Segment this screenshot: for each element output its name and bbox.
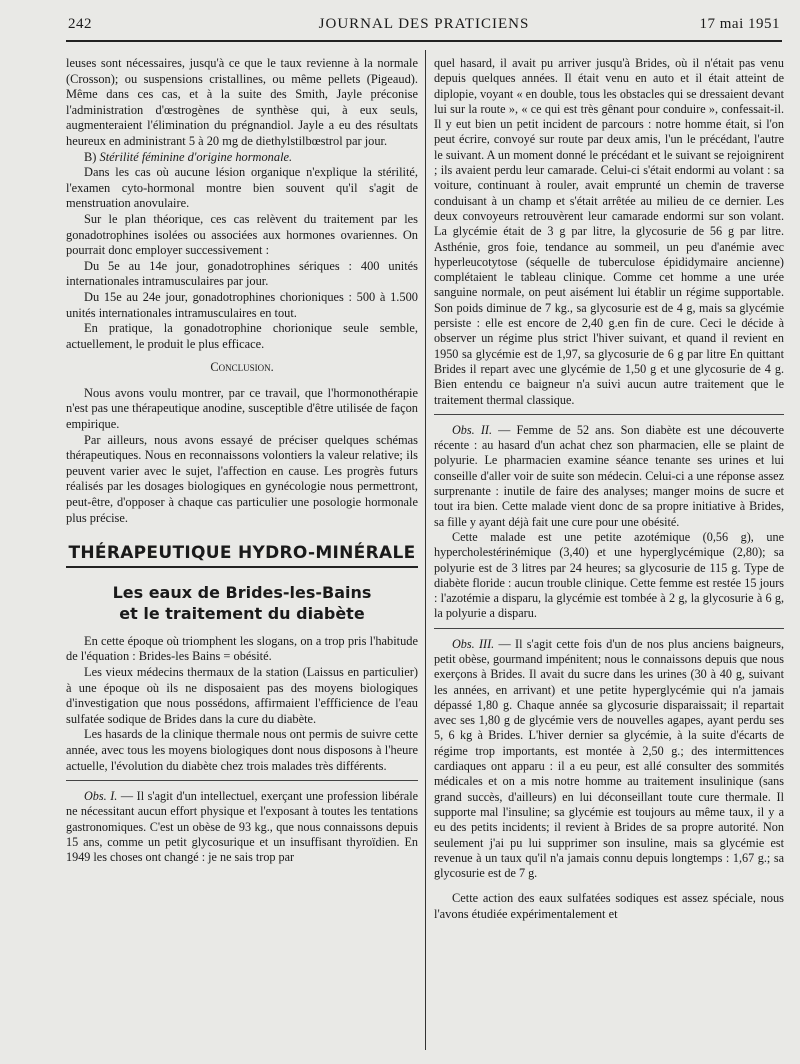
- subsection-title: Stérilité féminine d'origine hormonale.: [99, 149, 293, 164]
- subsection-heading: [66, 150, 418, 166]
- paragraph: Sur le plan théorique, ces cas relèvent du traitement par les gonadotrophines isolées ou associées aux hormones ovariennes. On pourrait donc employer successivement :: [66, 211, 418, 258]
- issue-date: 17 mai 1951: [699, 16, 780, 32]
- observation-text: — Il s'agit d'un intellectuel, exerçant une profession libérale ne nécessitant aucun effort physique et l'exposant à toutes les tentations gastronomiques. C'est un obèse de 93 kg., que nous connaissons depuis 15 ans, comme un petit glycosurique et un insuffisant thyroïdien. En 1949 les choses ont changé : je ne sais trop par: [66, 789, 418, 865]
- paragraph: Du 15e au 24e jour, gonadotrophines chorioniques : 500 à 1.500 unités internationales intramusculaires en tout.: [66, 289, 418, 320]
- paragraph: Cette action des eaux sulfatées sodiques est assez spéciale, nous l'avons étudiée expérimentalement et: [434, 891, 784, 922]
- header-rule: [66, 40, 782, 42]
- subsection-label: B): [84, 149, 97, 164]
- separator: [434, 414, 784, 415]
- paragraph: Par ailleurs, nous avons essayé de préciser quelques schémas thérapeutiques. Nous en reconnaissons volontiers la valeur relative; ils peuvent varier avec le sujet, l'affection en cause. Les progrès futurs réalisés par les dosages biologiques en gynécologie nous permettront, peut-être, d'opposer à chaque cas particulier une posologie hormonale plus précise.: [66, 432, 418, 525]
- paragraph: Les vieux médecins thermaux de la station (Laissus en particulier) à une époque où ils ne disposaient pas des moyens biologiques d'investigation que nous possédons, affirmaient l'effficience de l'eau sulfatée sodique de Brides dans la cure du diabète.: [66, 665, 418, 726]
- paragraph: quel hasard, il avait pu arriver jusqu'à Brides, où il n'était pas venu depuis quelques années. Il était venu en auto et il était atteint de diplopie, voyant « en double, tous les obstacles qui se dressaient devant lui sur la route », « ce qui est très gênant pour conduire », confessait-il. Il y eut bien un petit incident de parcours : notre homme était, si l'on peut écrire, convoyé sur route par deux amis, l'un le précédant, l'autre le suivant. A un moment donné le précédant et le suivant se rejoignirent ; ils avaient perdu leur camarade. Celui-ci s'était endormi au volant : sa voiture, continuant à rouler, avait emprunté un chemin de traverse conduisant à un champ et s'était arrêtée au milieu de ce dernier. Les deux convoyeurs retrouvèrent leur camarade endormi sur son volant. La glycémie était de 3 g par litre, la glycosurie de 56 g par litre. Asthénie, gros foie, tendance au sommeil, un peu d'anémie avec hyperleucotytose (séquelle de tuberculose épididymaire ancienne) complétaient le tableau clinique. Comme cet homme a une urée sanguine normale, on peut aisément lui établir un régime supportable. Son poids diminue de 7 kg., sa glycosurie est de 4 g, mais sa glycémie persiste : elle est encore de 2,40 g.en fin de cure. Ceci le décide à observer un régime plus strict l'hiver suivant, et quand il revient en 1950 sa glycémie est de 1,97, sa glycosurie de 6 g par litre En quittant Brides il repart avec une glycémie de 1,50 g et une glycosurie de 4 g. Bien entendu ce baigneur n'a suivi aucun autre traitement que le traitement thermal classique.: [434, 56, 784, 407]
- right-column: [434, 56, 784, 1044]
- article-title: [66, 582, 418, 624]
- observation-label: Obs. I.: [84, 789, 118, 804]
- paragraph: Dans les cas où aucune lésion organique n'explique la stérilité, l'examen cyto-hormonal montre bien souvent qu'il s'agit de menstruation anovulaire.: [66, 165, 418, 211]
- section-rule: [66, 566, 418, 568]
- observation-label: Obs. III.: [452, 636, 495, 651]
- conclusion-heading: Conclusion.: [210, 360, 274, 375]
- paragraph: En cette époque où triomphent les slogans, on a trop pris l'habitude de l'équation : Brides-les Bains = obésité.: [66, 633, 418, 664]
- journal-title: JOURNAL DES PRATICIENS: [318, 16, 530, 32]
- observation-text: — Il s'agit cette fois d'un de nos plus anciens baigneurs, petit obèse, gourmand impénitent; nous le connaissons depuis que nous exerçons à Brides. Il avait du sucre dans les urines (30 à 40 g, suivant les années, en arrivant) et une petite hyperglycémie qui n'a jamais dépassé 1,80 g. Chaque année sa glycosurie disparaissait; il repartait avec ses 1,80 g de glycémie vers de nouvelles agapes, ayant perdu ses 5, 6 kg à Brides. L'hiver dernier sa glycémie, à la suite d'écarts de régime trop importants, est montée à 2,50 g.; des intermittences cardiaques ont apparu : il a eu peur, est allé consulter des sommités médicales et on a mis notre homme au traitement insulinique (sans grand succès, d'ailleurs) en lui déconseillant toute cure thermale. Il supporte mal l'insuline; sa glycémie est toujours au même taux, il y a eu des petits incidents; il revient à Brides de sa propre autorité. Non seulement j'ai pu lui supprimer son insuline, mais sa glycémie est revenue à un taux qu'il n'a jamais connu depuis longtemps : 1,67 g.; sa glycosurie est de 7 g.: [434, 636, 784, 881]
- observation-label: Obs. II.: [452, 422, 492, 437]
- column-divider: [425, 50, 426, 1050]
- separator: [434, 628, 784, 629]
- paragraph: Nous avons voulu montrer, par ce travail, que l'hormonothérapie n'est pas une thérapeutique anodine, susceptible d'être utilisée de façon empirique.: [66, 385, 418, 432]
- observation: [66, 789, 418, 865]
- left-column: [66, 56, 418, 1044]
- paragraph: Cette malade est une petite azotémique (0,56 g), une hypercholestérinémique (3,40) et une hyperglycémique (2,80); sa polyurie est de 3 litres par 24 heures; sa glycosurie de 115 g. Type de diabète floride : aucun trouble clinique. Cette femme est restée 15 jours : l'azotémie a disparu, la glycémie est tombée à 2 g, la glycosurie à 6 g, la polyurie a disparu.: [434, 529, 784, 621]
- paragraph: Les hasards de la clinique thermale nous ont permis de suivre cette année, avec tous les moyens biologiques dont nous disposons à l'heure actuelle, l'évolution du diabète chez trois malades très différents.: [66, 727, 418, 773]
- observation: [434, 637, 784, 882]
- paragraph: En pratique, la gonadotrophine chorionique seule semble, actuellement, le produit le plus efficace.: [66, 321, 418, 351]
- paragraph: leuses sont nécessaires, jusqu'à ce que le taux revienne à la normale (Crosson); ou suspensions cristallines, ou même pellets (Pigeaud). Même dans ces cas, et à la suite des Smith, Jayle préconise l'administration d'œstrogènes de synthèse qui, à eux seuls, augmenteraient l'élimination du prégnandiol. Jayle a eu des résultats heureux en administrant 5 à 20 mg de diethylstilbœstrol par jour.: [66, 56, 418, 148]
- article-title-line: et le traitement du diabète: [119, 603, 365, 623]
- page-number: 242: [68, 16, 92, 32]
- section-title: THÉRAPEUTIQUE HYDRO-MINÉRALE: [68, 543, 416, 564]
- paragraph: Du 5e au 14e jour, gonadotrophines sériques : 400 unités internationales intramusculaires par jour.: [66, 258, 418, 289]
- observation-text: — Femme de 52 ans. Son diabète est une découverte récente : au hasard d'un achat chez son pharmacien, elle se plaint de polyurie. Le pharmacien examine séance tenante ses urines et lui conseille d'aller voir de suite son médecin. Celui-ci a une réponse assez surprenante : inutile de faire des analyses; manger moins de sucre et tout ira bien. Cette malade vient donc de sa propre initiative à Brides, sa fille y ayant déjà fait une cure pour une obésité.: [434, 422, 784, 529]
- page-header: [68, 14, 780, 38]
- article-title-line: Les eaux de Brides-les-Bains: [112, 582, 372, 602]
- observation: [434, 423, 784, 530]
- separator: [66, 780, 418, 781]
